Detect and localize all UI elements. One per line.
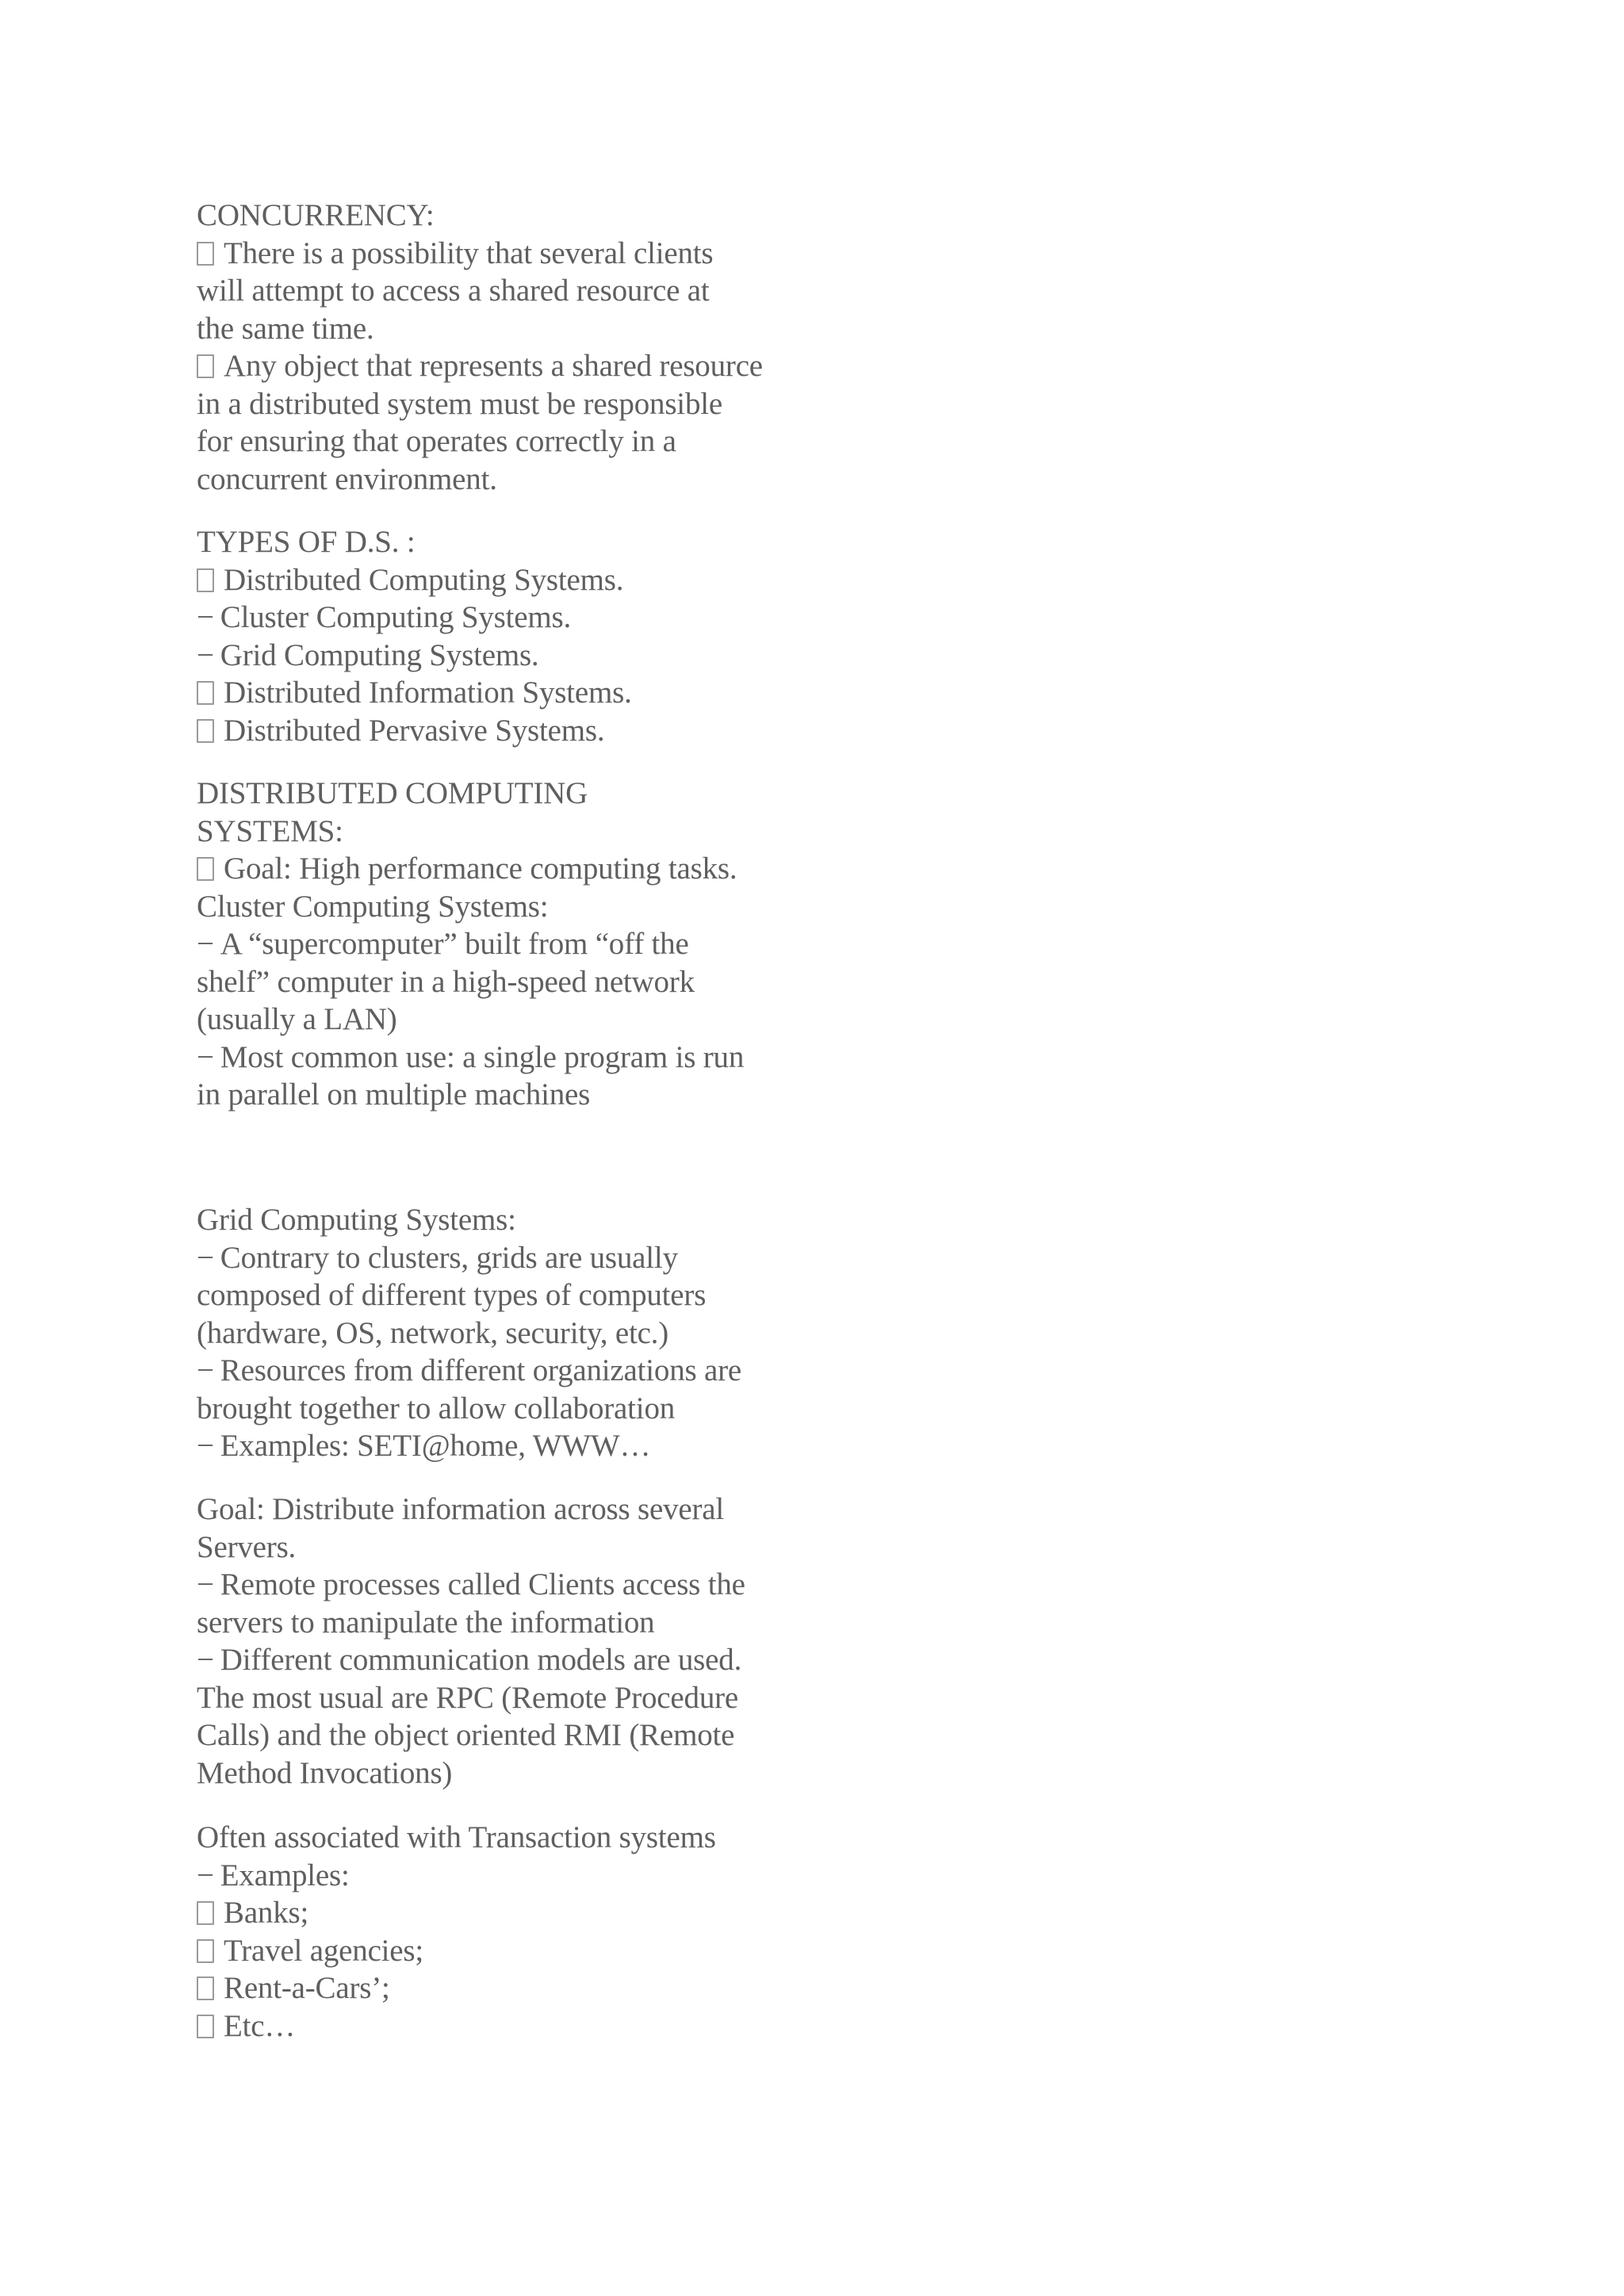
dash-bullet: − [197, 1567, 214, 1601]
concurrency-bullet-2-line-1: Any object that represents a shared resource [197, 347, 910, 385]
distributed-computing-heading-line-1: DISTRIBUTED COMPUTING [197, 776, 588, 810]
distributed-computing-heading-line-2: SYSTEMS: [197, 813, 343, 848]
bullet-box-icon [197, 719, 214, 743]
information-goal-line-1: Goal: Distribute information across several [197, 1492, 725, 1526]
information-goal-line-2: Servers. [197, 1529, 297, 1564]
concurrency-bullet-1-line-2: will attempt to access a shared resource at [197, 274, 710, 308]
bullet-box-icon [197, 1939, 214, 1963]
grid-point-1-line-1: − Contrary to clusters, grids are usually [197, 1239, 910, 1277]
grid-point-1-line-3: (hardware, OS, network, security, etc.) [197, 1315, 669, 1350]
types-section [197, 523, 910, 749]
dash-bullet: − [197, 1353, 214, 1387]
dash-bullet: − [197, 927, 214, 961]
information-point-1-line-2: servers to manipulate the information [197, 1605, 655, 1640]
types-item: Distributed Information Systems. [197, 674, 910, 712]
information-point-2-line-4: Method Invocations) [197, 1755, 453, 1790]
types-item: Distributed Computing Systems. [197, 561, 910, 599]
dash-bullet: − [197, 600, 214, 634]
cluster-point-1-line-3: (usually a LAN) [197, 1002, 397, 1036]
bullet-box-icon [197, 354, 214, 378]
types-item: − Grid Computing Systems. [197, 637, 910, 675]
dash-bullet: − [197, 1858, 214, 1892]
cluster-point-2-line-2: in parallel on multiple machines [197, 1077, 591, 1112]
concurrency-bullet-2-line-4: concurrent environment. [197, 461, 497, 496]
grid-point-3: − Examples: SETI@home, WWW… [197, 1427, 910, 1465]
information-point-2-line-2: The most usual are RPC (Remote Procedure [197, 1680, 739, 1715]
concurrency-bullet-1-line-3: the same time. [197, 311, 374, 346]
concurrency-section [197, 197, 910, 498]
grid-point-2-line-1: − Resources from different organizations are [197, 1352, 910, 1390]
transactions-item: Rent-a-Cars’; [197, 1969, 910, 2007]
bullet-box-icon [197, 242, 214, 266]
bullet-box-icon [197, 681, 214, 705]
cluster-subheading: Cluster Computing Systems: [197, 889, 549, 924]
information-point-2-line-1: − Different communication models are used. [197, 1641, 910, 1679]
distributed-computing-goal: Goal: High performance computing tasks. [197, 850, 910, 888]
grid-point-1-line-2: composed of different types of computers [197, 1278, 707, 1312]
dash-bullet: − [197, 1039, 214, 1074]
distributed-computing-section [197, 775, 910, 1114]
bullet-box-icon [197, 568, 214, 592]
dash-bullet: − [197, 1643, 214, 1677]
bullet-box-icon [197, 1976, 214, 2000]
grid-section [197, 1201, 910, 1465]
dash-bullet: − [197, 637, 214, 672]
information-section [197, 1490, 910, 1792]
transactions-section [197, 1819, 910, 2045]
cluster-point-2-line-1: − Most common use: a single program is run [197, 1039, 910, 1077]
dash-bullet: − [197, 1240, 214, 1275]
transactions-item: Banks; [197, 1894, 910, 1932]
types-heading: TYPES OF D.S. : [197, 525, 416, 559]
transactions-line: Often associated with Transaction systems [197, 1820, 716, 1854]
bullet-box-icon [197, 857, 214, 881]
transactions-examples-label: − Examples: [197, 1857, 910, 1895]
information-point-2-line-3: Calls) and the object oriented RMI (Remote [197, 1718, 735, 1752]
bullet-box-icon [197, 2015, 214, 2038]
concurrency-bullet-2-line-3: for ensuring that operates correctly in a [197, 424, 676, 458]
concurrency-heading: CONCURRENCY: [197, 198, 435, 232]
grid-heading: Grid Computing Systems: [197, 1203, 516, 1237]
types-item: − Cluster Computing Systems. [197, 599, 910, 637]
concurrency-bullet-2-line-2: in a distributed system must be responsible [197, 386, 722, 421]
grid-point-2-line-2: brought together to allow collaboration [197, 1391, 676, 1425]
information-point-1-line-1: − Remote processes called Clients access the [197, 1566, 910, 1604]
cluster-point-1-line-2: shelf” computer in a high-speed network [197, 964, 695, 999]
transactions-item: Etc… [197, 2007, 910, 2045]
bullet-box-icon [197, 1901, 214, 1925]
cluster-point-1-line-1: − A “supercomputer” built from “off the [197, 925, 910, 963]
concurrency-bullet-1-line-1: There is a possibility that several clients [197, 235, 910, 273]
transactions-item: Travel agencies; [197, 1932, 910, 1970]
types-item: Distributed Pervasive Systems. [197, 712, 910, 750]
dash-bullet: − [197, 1429, 214, 1463]
